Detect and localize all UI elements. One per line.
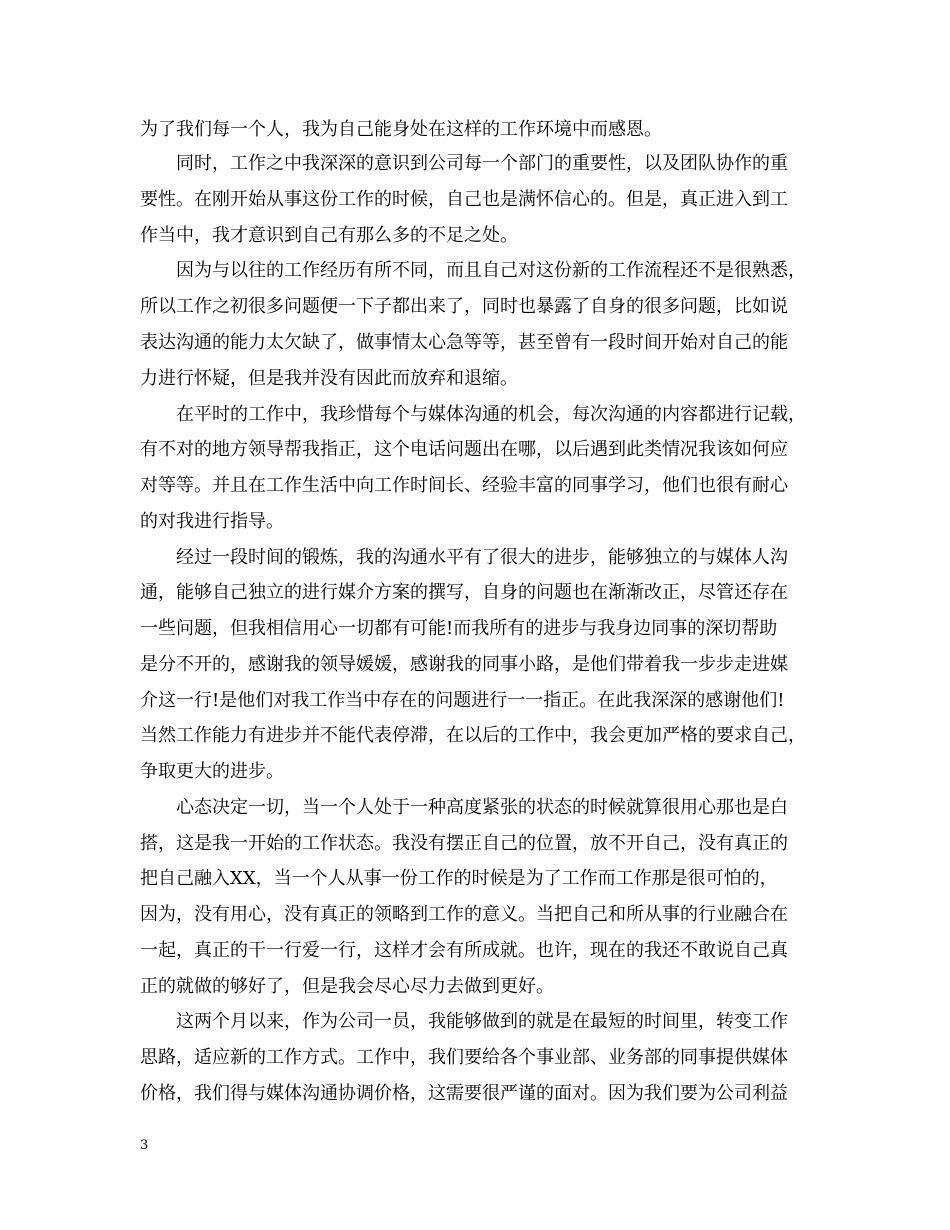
text-line: 表达沟通的能力太欠缺了，做事情太心急等等，甚至曾有一段时间开始对自己的能 — [140, 332, 788, 353]
text-line: 对等等。并且在工作生活中向工作时间长、经验丰富的同事学习，他们也很有耐心 — [140, 475, 788, 496]
text-line: 一起，真正的干一行爱一行，这样才会有所成就。也许，现在的我还不敢说自己真 — [140, 940, 788, 961]
text-line: 争取更大的进步。 — [140, 761, 284, 782]
text-line: 一些问题，但我相信用心一切都有可能!而我所有的进步与我身边同事的深切帮助 — [140, 618, 778, 639]
page-number: 3 — [140, 1138, 149, 1153]
text-line: 是分不开的，感谢我的领导媛媛，感谢我的同事小路，是他们带着我一步步走进媒 — [140, 654, 788, 675]
text-line: 力进行怀疑，但是我并没有因此而放弃和退缩。 — [140, 368, 518, 389]
text-line: 要性。在刚开始从事这份工作的时候，自己也是满怀信心的。但是，真正进入到工 — [140, 189, 788, 210]
text-line: 把自己融入XX，当一个人从事一份工作的时候是为了工作而工作那是很可怕的， — [140, 868, 778, 889]
text-line: 经过一段时间的锻炼，我的沟通水平有了很大的进步，能够独立的与媒体人沟 — [176, 547, 788, 568]
text-line: 这两个月以来，作为公司一员，我能够做到的就是在最短的时间里，转变工作 — [176, 1011, 788, 1032]
text-line: 通，能够自己独立的进行媒介方案的撰写，自身的问题也在渐渐改正，尽管还存在 — [140, 582, 788, 603]
text-line: 有不对的地方领导帮我指正，这个电话问题出在哪，以后遇到此类情况我该如何应 — [140, 439, 788, 460]
text-line: 作当中，我才意识到自己有那么多的不足之处。 — [140, 225, 518, 246]
text-line: 为了我们每一个人，我为自己能身处在这样的工作环境中而感恩。 — [140, 119, 662, 140]
text-line: 因为与以往的工作经历有所不同，而且自己对这份新的工作流程还不是很熟悉， — [176, 260, 806, 281]
text-line: 当然工作能力有进步并不能代表停滞，在以后的工作中，我会更加严格的要求自己， — [140, 725, 806, 746]
text-line: 正的就做的够好了，但是我会尽心尽力去做到更好。 — [140, 976, 554, 997]
text-line: 思路，适应新的工作方式。工作中，我们要给各个事业部、业务部的同事提供媒体 — [140, 1047, 788, 1068]
text-line: 因为，没有用心，没有真正的领略到工作的意义。当把自己和所从事的行业融合在 — [140, 904, 788, 925]
text-line: 在平时的工作中，我珍惜每个与媒体沟通的机会，每次沟通的内容都进行记载， — [176, 404, 806, 425]
text-line: 所以工作之初很多问题便一下子都出来了，同时也暴露了自身的很多问题，比如说 — [140, 296, 788, 317]
text-line: 价格，我们得与媒体沟通协调价格，这需要很严谨的面对。因为我们要为公司利益 — [140, 1083, 788, 1104]
text-line: 的对我进行指导。 — [140, 511, 284, 532]
text-line: 介这一行!是他们对我工作当中存在的问题进行一一指正。在此我深深的感谢他们! — [140, 690, 785, 711]
text-line: 搭，这是我一开始的工作状态。我没有摆正自己的位置，放不开自己，没有真正的 — [140, 833, 788, 854]
text-line: 心态决定一切，当一个人处于一种高度紧张的状态的时候就算很用心那也是白 — [176, 797, 788, 818]
text-line: 同时，工作之中我深深的意识到公司每一个部门的重要性，以及团队协作的重 — [176, 153, 788, 174]
